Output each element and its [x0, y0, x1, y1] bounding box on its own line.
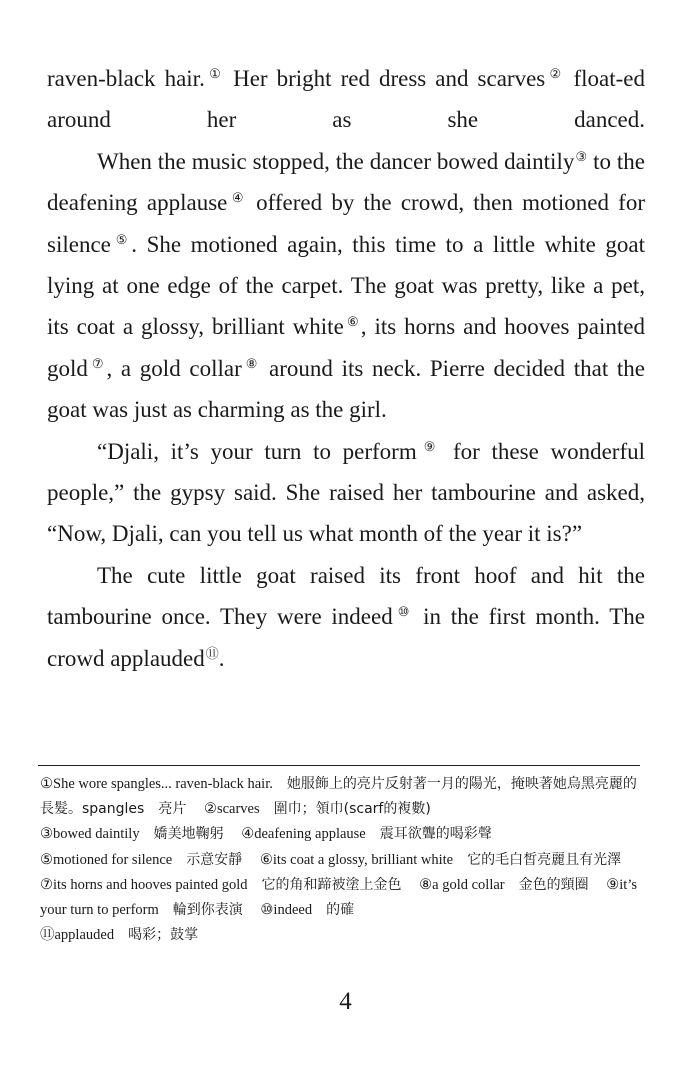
footnote-4: ④deafening applause 震耳欲聾的喝彩聲 [241, 826, 492, 843]
footnote-6: ⑥its coat a glossy, brilliant white 它的毛白皙亮麗且有光澤 [259, 851, 622, 868]
paragraph-4 [47, 555, 645, 679]
footnote-7: ⑦its horns and hooves painted gold 它的角和蹄被塗上金色 [40, 876, 402, 893]
text-run: . [218, 645, 225, 671]
footnote-marker: ⑧ [242, 355, 261, 371]
footnote-marker: ② [546, 66, 565, 81]
footnote-marker: ⑤ [111, 231, 132, 247]
text-run: around its neck. Pierre decided that the goat was just as charming as the girl. [47, 355, 646, 423]
footnotes [40, 772, 640, 948]
text-run: raven-black hair. [47, 66, 205, 91]
footnote-8: ⑧a gold collar 金色的頸圈 [419, 876, 589, 893]
footnote-3: ③bowed daintily 嬌美地鞠躬 [40, 826, 224, 843]
footnote-marker: ⑩ [393, 604, 414, 620]
footnote-marker: ④ [228, 190, 247, 206]
text-run: in the first month. The crowd applauded [47, 604, 646, 671]
footnote-marker: ⑪ [205, 645, 219, 661]
footnote-5: ⑤motioned for silence 示意安靜 [40, 851, 243, 868]
paragraph-2 [47, 141, 645, 431]
text-run: , a gold collar [106, 355, 242, 381]
text-run: float-ed around her as she danced. [47, 66, 646, 133]
text-run: , its horns and hooves painted gold [47, 314, 646, 381]
footnote-marker: ③ [575, 148, 588, 164]
page-number: 4 [339, 988, 352, 1015]
footnote-11: ⑪applauded 喝彩；鼓掌 [40, 927, 199, 944]
text-run: for these wonderful people,” the gypsy said. She raised her tambourine and asked, “Now, Djali, can you tell us what month of the year it is?” [47, 438, 646, 547]
footnote-2: ②scarves 圍巾；領巾(scarf的複數) [203, 801, 431, 818]
footnote-marker: ⑦ [88, 355, 107, 371]
text-run: . She motioned again, this time to a little white goat lying at one edge of the carpet. The goat was pretty, like a pet, its coat a glossy, brilliant white [47, 231, 645, 340]
text-run: The cute little goat raised its front hoof and hit the tambourine once. They were indeed [47, 562, 645, 630]
text-run: Her bright red dress and scarves [224, 66, 546, 91]
paragraph-3 [47, 431, 645, 555]
footnote-marker: ⑥ [344, 314, 361, 330]
main-text [47, 58, 645, 679]
footnote-10: ⑩indeed 的確 [260, 902, 355, 919]
footnote-marker: ⑨ [417, 438, 442, 454]
footnote-marker: ① [205, 66, 225, 81]
text-run: to the deafening applause [47, 148, 645, 216]
paragraph-1 [47, 58, 645, 141]
text-run: offered by the crowd, then motioned for silence [47, 190, 645, 257]
text-run: “Djali, it’s your turn to perform [97, 438, 417, 464]
text-run: When the music stopped, the dancer bowed daintily [97, 148, 575, 174]
footnote-1: ①She wore spangles... raven-black hair. 她服飾上的亮片反射著一月的陽光，掩映著她烏黑亮麗的長髮。spangles 亮片 [40, 776, 637, 818]
footnote-9: ⑨it’s your turn to perform 輪到你表演 [40, 876, 637, 919]
footnote-divider [38, 765, 640, 766]
